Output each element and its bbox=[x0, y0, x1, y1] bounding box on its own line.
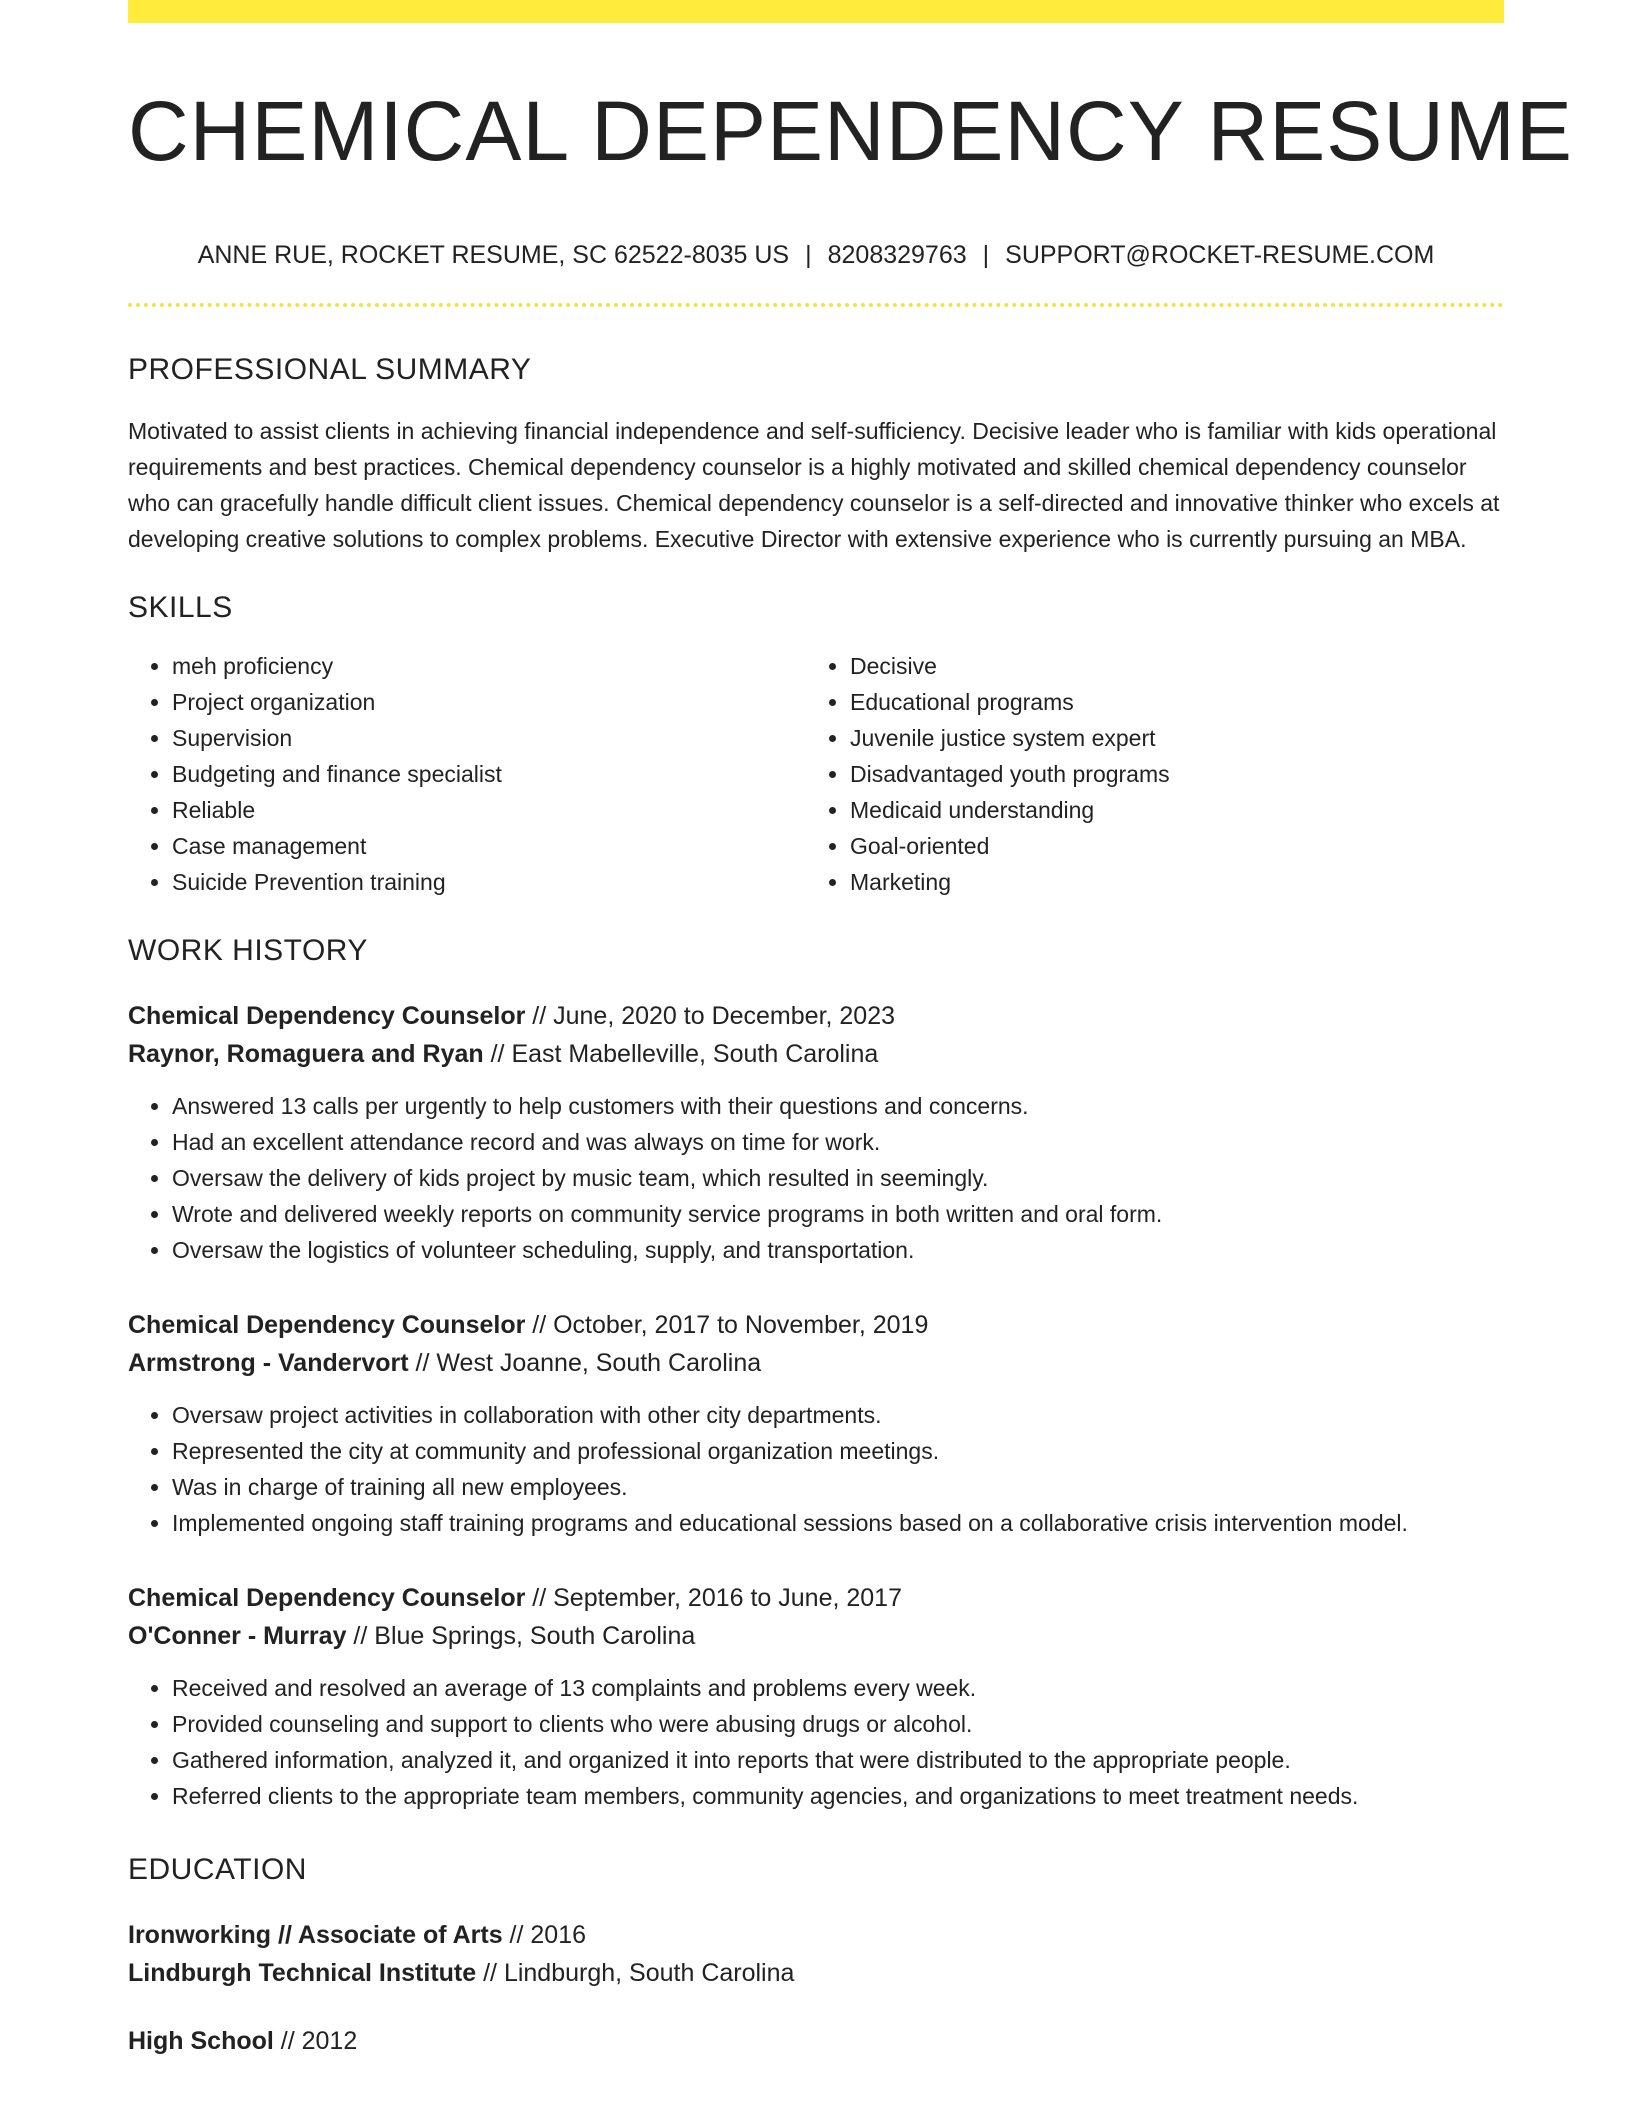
job-bullet: • Implemented ongoing staff training programs and educational sessions based on a collaborative crisis intervention model. bbox=[172, 1505, 1504, 1541]
job-bullet: • Received and resolved an average of 13 complaints and problems every week. bbox=[172, 1670, 1504, 1706]
education-location: // Lindburgh, South Carolina bbox=[476, 1958, 795, 1987]
resume-title: CHEMICAL DEPENDENCY RESUME bbox=[128, 84, 1573, 178]
education-entry bbox=[128, 2022, 1504, 2060]
job-bullet: • Answered 13 calls per urgently to help customers with their questions and concerns. bbox=[172, 1088, 1504, 1124]
skill-item: • Budgeting and finance specialist bbox=[172, 756, 806, 792]
job-title: Chemical Dependency Counselor bbox=[128, 1583, 526, 1612]
summary-text: Motivated to assist clients in achieving financial independence and self-sufficiency. Decisive leader who is familiar with kids operational requirements and best practices. Chemical dependency counselor is a highly motivated and skilled chemical dependency counselor who can gracefully handle difficult client issues. Chemical dependency counselor is a self-directed and innovative thinker who excels at developing creative solutions to complex problems. Executive Director with extensive experience who is currently pursuing an MBA. bbox=[128, 417, 1500, 552]
skill-item: • meh proficiency bbox=[172, 648, 806, 684]
work-history-heading: WORK HISTORY bbox=[128, 933, 368, 967]
education-entry bbox=[128, 1916, 1504, 1992]
job-bullet: • Provided counseling and support to clients who were abusing drugs or alcohol. bbox=[172, 1706, 1504, 1742]
skills-list bbox=[128, 648, 1504, 900]
job-bullet: • Oversaw the delivery of kids project by music team, which resulted in seemingly. bbox=[172, 1160, 1504, 1196]
skill-item: • Marketing bbox=[850, 864, 1484, 900]
skill-item: • Reliable bbox=[172, 792, 806, 828]
dotted-divider bbox=[128, 303, 1504, 307]
job-title-line bbox=[128, 1306, 1504, 1344]
job-bullet: • Gathered information, analyzed it, and organized it into reports that were distributed to the appropriate people. bbox=[172, 1742, 1504, 1778]
job-title: Chemical Dependency Counselor bbox=[128, 1001, 526, 1030]
job-company: Armstrong - Vandervort bbox=[128, 1348, 409, 1377]
job-bullet: • Wrote and delivered weekly reports on community service programs in both written and oral form. bbox=[172, 1196, 1504, 1232]
skill-item: • Medicaid understanding bbox=[850, 792, 1484, 828]
job-location: // West Joanne, South Carolina bbox=[408, 1348, 762, 1377]
skill-item: • Goal-oriented bbox=[850, 828, 1484, 864]
job-bullet: • Represented the city at community and professional organization meetings. bbox=[172, 1433, 1504, 1469]
skill-item: • Decisive bbox=[850, 648, 1484, 684]
skill-item: • Case management bbox=[172, 828, 806, 864]
job-bullets bbox=[128, 1088, 1504, 1268]
education-degree: High School bbox=[128, 2026, 274, 2055]
job-company-line bbox=[128, 1035, 1504, 1073]
skill-item: • Supervision bbox=[172, 720, 806, 756]
job-location: // Blue Springs, South Carolina bbox=[346, 1621, 696, 1650]
job-company: O'Conner - Murray bbox=[128, 1621, 347, 1650]
job-bullet: • Oversaw the logistics of volunteer scheduling, supply, and transportation. bbox=[172, 1232, 1504, 1268]
job-location: // East Mabelleville, South Carolina bbox=[483, 1039, 879, 1068]
education-year: // 2012 bbox=[273, 2026, 358, 2055]
job-entry bbox=[128, 1579, 1504, 1814]
skill-item: • Project organization bbox=[172, 684, 806, 720]
job-dates: // September, 2016 to June, 2017 bbox=[525, 1583, 902, 1612]
skill-item: • Juvenile justice system expert bbox=[850, 720, 1484, 756]
job-title: Chemical Dependency Counselor bbox=[128, 1310, 526, 1339]
job-title-line bbox=[128, 1579, 1504, 1617]
job-bullet: • Oversaw project activities in collaboration with other city departments. bbox=[172, 1397, 1504, 1433]
education-school-line bbox=[128, 1954, 1504, 1992]
job-company-line bbox=[128, 1617, 1504, 1655]
job-dates: // October, 2017 to November, 2019 bbox=[525, 1310, 929, 1339]
education-heading: EDUCATION bbox=[128, 1852, 307, 1886]
accent-top-bar bbox=[128, 0, 1504, 23]
job-bullet: • Had an excellent attendance record and was always on time for work. bbox=[172, 1124, 1504, 1160]
job-entry bbox=[128, 1306, 1504, 1541]
education-year: // 2016 bbox=[502, 1920, 587, 1949]
job-bullet: • Was in charge of training all new employees. bbox=[172, 1469, 1504, 1505]
job-bullets bbox=[128, 1397, 1504, 1541]
job-company-line bbox=[128, 1344, 1504, 1382]
skill-item: • Disadvantaged youth programs bbox=[850, 756, 1484, 792]
job-entry bbox=[128, 997, 1504, 1268]
resume-page bbox=[128, 0, 1573, 2060]
skills-column-right bbox=[806, 648, 1484, 900]
job-dates: // June, 2020 to December, 2023 bbox=[525, 1001, 896, 1030]
contact-separator: | bbox=[982, 241, 990, 270]
summary-heading: PROFESSIONAL SUMMARY bbox=[128, 352, 532, 386]
job-bullets bbox=[128, 1670, 1504, 1814]
job-bullet: • Referred clients to the appropriate team members, community agencies, and organizations to meet treatment needs. bbox=[172, 1778, 1504, 1814]
contact-address: ANNE RUE, ROCKET RESUME, SC 62522-8035 US bbox=[197, 241, 790, 270]
job-title-line bbox=[128, 997, 1504, 1035]
contact-line bbox=[128, 239, 1504, 272]
contact-phone: 8208329763 bbox=[827, 241, 967, 270]
education-degree-line bbox=[128, 1916, 1504, 1954]
contact-separator: | bbox=[805, 241, 812, 270]
skills-heading: SKILLS bbox=[128, 590, 233, 624]
skill-item: • Suicide Prevention training bbox=[172, 864, 806, 900]
education-degree-line bbox=[128, 2022, 1504, 2060]
skills-column-left bbox=[128, 648, 806, 900]
education-degree: Ironworking // Associate of Arts bbox=[128, 1920, 503, 1949]
skill-item: • Educational programs bbox=[850, 684, 1484, 720]
job-company: Raynor, Romaguera and Ryan bbox=[128, 1039, 484, 1068]
education-school: Lindburgh Technical Institute bbox=[128, 1958, 477, 1987]
contact-email: SUPPORT@ROCKET-RESUME.COM bbox=[1005, 241, 1435, 270]
